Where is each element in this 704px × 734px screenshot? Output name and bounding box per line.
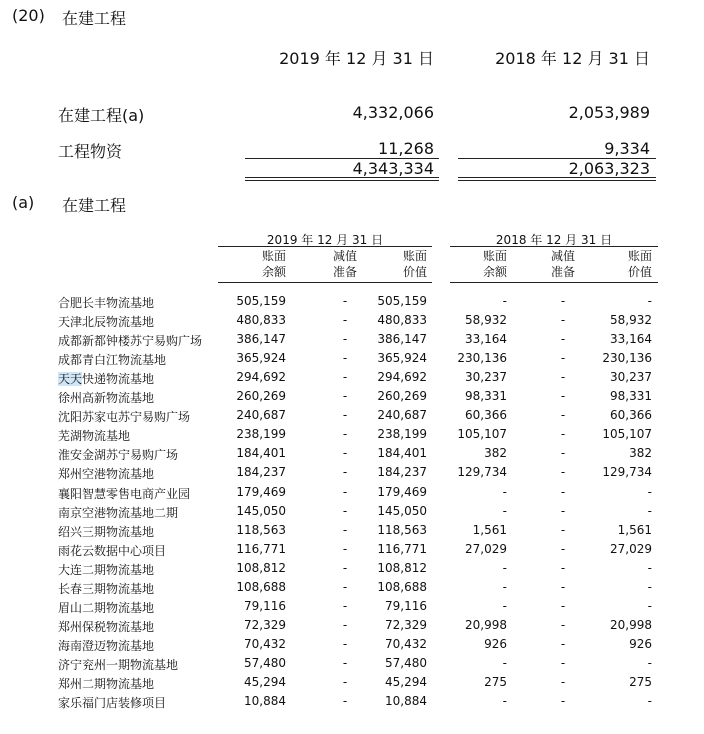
project-name: 合肥长丰物流基地 — [58, 296, 155, 310]
project-name: 大连二期物流基地 — [58, 562, 155, 577]
impairment-2018: - — [560, 313, 566, 328]
net-value-2018: - — [647, 560, 652, 575]
book-balance-2018: 30,237 — [465, 370, 507, 385]
col-book-2019-l2: 余额 — [261, 265, 286, 279]
net-value-2019: 70,432 — [385, 636, 427, 651]
book-balance-2019: 184,237 — [236, 465, 286, 480]
impairment-2019: - — [342, 675, 348, 689]
project-name: 雨花云数据中心项目 — [58, 543, 167, 558]
table-row — [0, 656, 704, 675]
book-balance-2019: 79,116 — [244, 598, 286, 613]
net-value-2018: - — [647, 579, 652, 594]
net-value-2019: 240,687 — [377, 408, 427, 423]
impairment-2018: - — [560, 370, 566, 385]
highlighted-text: 天天 — [58, 372, 83, 387]
impairment-2019: - — [342, 389, 348, 404]
net-value-2019: 184,237 — [377, 465, 427, 480]
net-value-2018: 30,237 — [610, 370, 652, 385]
book-balance-2019: 70,432 — [244, 636, 286, 651]
net-value-2019: 505,159 — [377, 294, 427, 308]
net-value-2018: 98,331 — [610, 389, 652, 404]
net-value-2019: 365,924 — [377, 351, 427, 366]
section-title: 在建工程 — [62, 9, 127, 28]
book-balance-2018: - — [502, 294, 507, 308]
impairment-2019: - — [342, 560, 348, 575]
book-balance-2019: 294,692 — [236, 370, 286, 385]
table-row — [0, 446, 704, 465]
project-name: 襄阳智慧零售电商产业园 — [58, 486, 191, 501]
detail-year-2019: 2019 年 12 月 31 日 — [266, 233, 384, 247]
subsection-title: 在建工程 — [62, 196, 127, 215]
book-balance-2018: - — [502, 560, 507, 575]
impairment-2018: - — [560, 579, 566, 594]
table-row — [0, 427, 704, 446]
impairment-2019: - — [342, 484, 348, 499]
impairment-2018: - — [560, 332, 566, 347]
net-value-2019: 238,199 — [377, 427, 427, 442]
project-name: 淮安金湖苏宁易购广场 — [58, 448, 179, 463]
net-value-2018: - — [647, 694, 652, 709]
book-balance-2019: 108,688 — [236, 579, 286, 594]
book-balance-2018: 58,932 — [465, 313, 507, 328]
net-value-2018: 382 — [629, 446, 652, 461]
net-value-2018: - — [647, 655, 652, 670]
impairment-2018: - — [560, 427, 566, 442]
net-value-2019: 260,269 — [377, 389, 427, 404]
summary-total-2018: 2,063,323 — [568, 159, 650, 178]
project-name: 济宁兖州一期物流基地 — [58, 657, 179, 672]
net-value-2019: 72,329 — [385, 617, 427, 632]
book-balance-2018: 129,734 — [457, 465, 507, 480]
table-row — [0, 465, 704, 484]
book-balance-2018: - — [502, 694, 507, 709]
book-balance-2018: 926 — [484, 636, 507, 651]
net-value-2018: 20,998 — [610, 617, 652, 632]
impairment-2018: - — [560, 598, 566, 613]
project-name: 长春三期物流基地 — [58, 581, 155, 596]
col-book-2018-l1: 账面 — [482, 249, 507, 263]
impairment-2018: - — [560, 503, 566, 518]
impairment-2018: - — [560, 408, 566, 423]
table-row — [0, 408, 704, 427]
net-value-2019: 118,563 — [377, 522, 427, 537]
impairment-2019: - — [342, 370, 348, 385]
book-balance-2018: - — [502, 484, 507, 499]
col-net-2018-l1: 账面 — [627, 249, 652, 263]
net-value-2018: 230,136 — [602, 351, 652, 366]
book-balance-2018: 27,029 — [465, 541, 507, 556]
table-row — [0, 294, 704, 313]
project-name: 天津北辰物流基地 — [58, 315, 155, 330]
table-row — [0, 675, 704, 694]
impairment-2019: - — [342, 694, 348, 709]
net-value-2019: 79,116 — [385, 598, 427, 613]
net-value-2019: 145,050 — [377, 503, 427, 518]
project-name: 徐州高新物流基地 — [58, 391, 155, 406]
net-value-2018: - — [647, 294, 652, 308]
book-balance-2019: 116,771 — [236, 541, 286, 556]
impairment-2019: - — [342, 579, 348, 594]
impairment-2018: - — [560, 484, 566, 499]
project-name: 成都新都钟楼苏宁易购广场 — [58, 334, 203, 349]
detail-year-2018: 2018 年 12 月 31 日 — [495, 233, 613, 247]
table-row — [0, 694, 704, 713]
impairment-2018: - — [560, 560, 566, 575]
net-value-2018: 129,734 — [602, 465, 652, 480]
impairment-2018: - — [560, 617, 566, 632]
project-name: 绍兴三期物流基地 — [58, 524, 155, 539]
net-value-2018: 926 — [629, 636, 652, 651]
book-balance-2018: - — [502, 655, 507, 670]
section-number: (20) — [12, 6, 45, 25]
impairment-2019: - — [342, 655, 348, 670]
net-value-2018: 105,107 — [602, 427, 652, 442]
book-balance-2018: 60,366 — [465, 408, 507, 423]
net-value-2018: - — [647, 484, 652, 499]
impairment-2019: - — [342, 446, 348, 461]
col-net-2019-l1: 账面 — [402, 249, 427, 263]
table-row — [0, 370, 704, 389]
book-balance-2019: 365,924 — [236, 351, 286, 366]
col-book-2018-l2: 余额 — [482, 265, 507, 279]
book-balance-2019: 108,812 — [236, 560, 286, 575]
net-value-2019: 294,692 — [377, 370, 427, 385]
book-balance-2019: 386,147 — [236, 332, 286, 347]
table-row — [0, 485, 704, 504]
net-value-2019: 10,884 — [385, 694, 427, 709]
summary-total-2019: 4,343,334 — [352, 159, 434, 178]
impairment-2019: - — [342, 503, 348, 518]
summary-label-materials: 工程物资 — [58, 142, 123, 161]
subsection-label: (a) — [12, 193, 35, 212]
net-value-2019: 116,771 — [377, 541, 427, 556]
col-impair-2018-l1: 减值 — [550, 249, 575, 263]
project-name: 南京空港物流基地二期 — [58, 505, 179, 520]
project-name: 海南澄迈物流基地 — [58, 638, 155, 653]
net-value-2018: - — [647, 598, 652, 613]
impairment-2019: - — [342, 351, 348, 366]
table-row — [0, 542, 704, 561]
project-name: 成都青白江物流基地 — [58, 353, 167, 368]
impairment-2018: - — [560, 389, 566, 404]
net-value-2018: - — [647, 503, 652, 518]
book-balance-2018: - — [502, 579, 507, 594]
book-balance-2019: 10,884 — [244, 694, 286, 709]
summary-year-2018: 2018 年 12 月 31 日 — [495, 49, 650, 68]
table-row — [0, 561, 704, 580]
book-balance-2018: 98,331 — [465, 389, 507, 404]
net-value-2019: 480,833 — [377, 313, 427, 328]
table-row — [0, 332, 704, 351]
summary-cip-2018: 2,053,989 — [568, 103, 650, 122]
book-balance-2019: 480,833 — [236, 313, 286, 328]
impairment-2018: - — [560, 541, 566, 556]
project-name: 郑州二期物流基地 — [58, 677, 155, 691]
col-net-2018-l2: 价值 — [627, 265, 652, 279]
net-value-2019: 179,469 — [377, 484, 427, 499]
impairment-2018: - — [560, 446, 566, 461]
impairment-2018: - — [560, 522, 566, 537]
impairment-2019: - — [342, 541, 348, 556]
book-balance-2018: 1,561 — [472, 522, 507, 537]
book-balance-2019: 118,563 — [236, 522, 286, 537]
summary-total-double-line-2018 — [458, 177, 656, 181]
impairment-2018: - — [560, 294, 566, 308]
col-impair-2019-l2: 准备 — [332, 265, 357, 279]
impairment-2019: - — [342, 598, 348, 613]
book-balance-2019: 45,294 — [244, 675, 286, 689]
net-value-2019: 57,480 — [385, 655, 427, 670]
impairment-2019: - — [342, 408, 348, 423]
book-balance-2019: 72,329 — [244, 617, 286, 632]
table-row — [0, 313, 704, 332]
col-book-2019-l1: 账面 — [261, 249, 286, 263]
net-value-2019: 386,147 — [377, 332, 427, 347]
book-balance-2019: 179,469 — [236, 484, 286, 499]
book-balance-2019: 238,199 — [236, 427, 286, 442]
net-value-2019: 184,401 — [377, 446, 427, 461]
net-value-2018: 1,561 — [617, 522, 652, 537]
net-value-2018: 60,366 — [610, 408, 652, 423]
detail-col-header-line-2018 — [450, 282, 658, 283]
project-name: 沈阳苏家屯苏宁易购广场 — [58, 410, 191, 425]
net-value-2019: 108,688 — [377, 579, 427, 594]
summary-year-2019: 2019 年 12 月 31 日 — [279, 49, 434, 68]
net-value-2018: 275 — [629, 675, 652, 689]
book-balance-2019: 184,401 — [236, 446, 286, 461]
impairment-2019: - — [342, 332, 348, 347]
col-impair-2019-l1: 减值 — [332, 249, 357, 263]
project-name: 芜湖物流基地 — [58, 429, 131, 444]
net-value-2019: 108,812 — [377, 560, 427, 575]
book-balance-2018: - — [502, 598, 507, 613]
project-name: 郑州保税物流基地 — [58, 619, 155, 634]
impairment-2018: - — [560, 465, 566, 480]
project-name — [58, 370, 154, 387]
summary-materials-2018: 9,334 — [604, 139, 650, 158]
impairment-2019: - — [342, 522, 348, 537]
book-balance-2019: 240,687 — [236, 408, 286, 423]
book-balance-2019: 57,480 — [244, 655, 286, 670]
col-net-2019-l2: 价值 — [402, 265, 427, 279]
summary-label-cip: 在建工程(a) — [58, 106, 145, 125]
table-row — [0, 618, 704, 637]
impairment-2019: - — [342, 465, 348, 480]
net-value-2018: 27,029 — [610, 541, 652, 556]
project-name: 郑州空港物流基地 — [58, 467, 155, 482]
impairment-2018: - — [560, 675, 566, 689]
book-balance-2019: 505,159 — [236, 294, 286, 308]
book-balance-2018: 230,136 — [457, 351, 507, 366]
table-row — [0, 599, 704, 618]
impairment-2018: - — [560, 694, 566, 709]
summary-materials-2019: 11,268 — [378, 139, 434, 158]
impairment-2019: - — [342, 294, 348, 308]
impairment-2018: - — [560, 351, 566, 366]
impairment-2019: - — [342, 636, 348, 651]
impairment-2019: - — [342, 313, 348, 328]
col-impair-2018-l2: 准备 — [550, 265, 575, 279]
detail-col-header-line-2019 — [218, 282, 432, 283]
project-name: 家乐福门店装修项目 — [58, 696, 167, 711]
table-row — [0, 523, 704, 542]
net-value-2018: 58,932 — [610, 313, 652, 328]
table-row — [0, 580, 704, 599]
book-balance-2019: 145,050 — [236, 503, 286, 518]
net-value-2019: 45,294 — [385, 675, 427, 689]
table-row — [0, 351, 704, 370]
net-value-2018: 33,164 — [610, 332, 652, 347]
table-row — [0, 637, 704, 656]
table-row — [0, 389, 704, 408]
impairment-2019: - — [342, 617, 348, 632]
book-balance-2019: 260,269 — [236, 389, 286, 404]
book-balance-2018: 33,164 — [465, 332, 507, 347]
impairment-2018: - — [560, 636, 566, 651]
summary-total-double-line-2019 — [245, 177, 439, 181]
book-balance-2018: 275 — [484, 675, 507, 689]
project-name: 眉山二期物流基地 — [58, 600, 155, 615]
table-row — [0, 504, 704, 523]
project-name-rest: 快递物流基地 — [82, 372, 155, 387]
book-balance-2018: 20,998 — [465, 617, 507, 632]
impairment-2018: - — [560, 655, 566, 670]
impairment-2019: - — [342, 427, 348, 442]
summary-cip-2019: 4,332,066 — [352, 103, 434, 122]
book-balance-2018: 382 — [484, 446, 507, 461]
book-balance-2018: - — [502, 503, 507, 518]
book-balance-2018: 105,107 — [457, 427, 507, 442]
